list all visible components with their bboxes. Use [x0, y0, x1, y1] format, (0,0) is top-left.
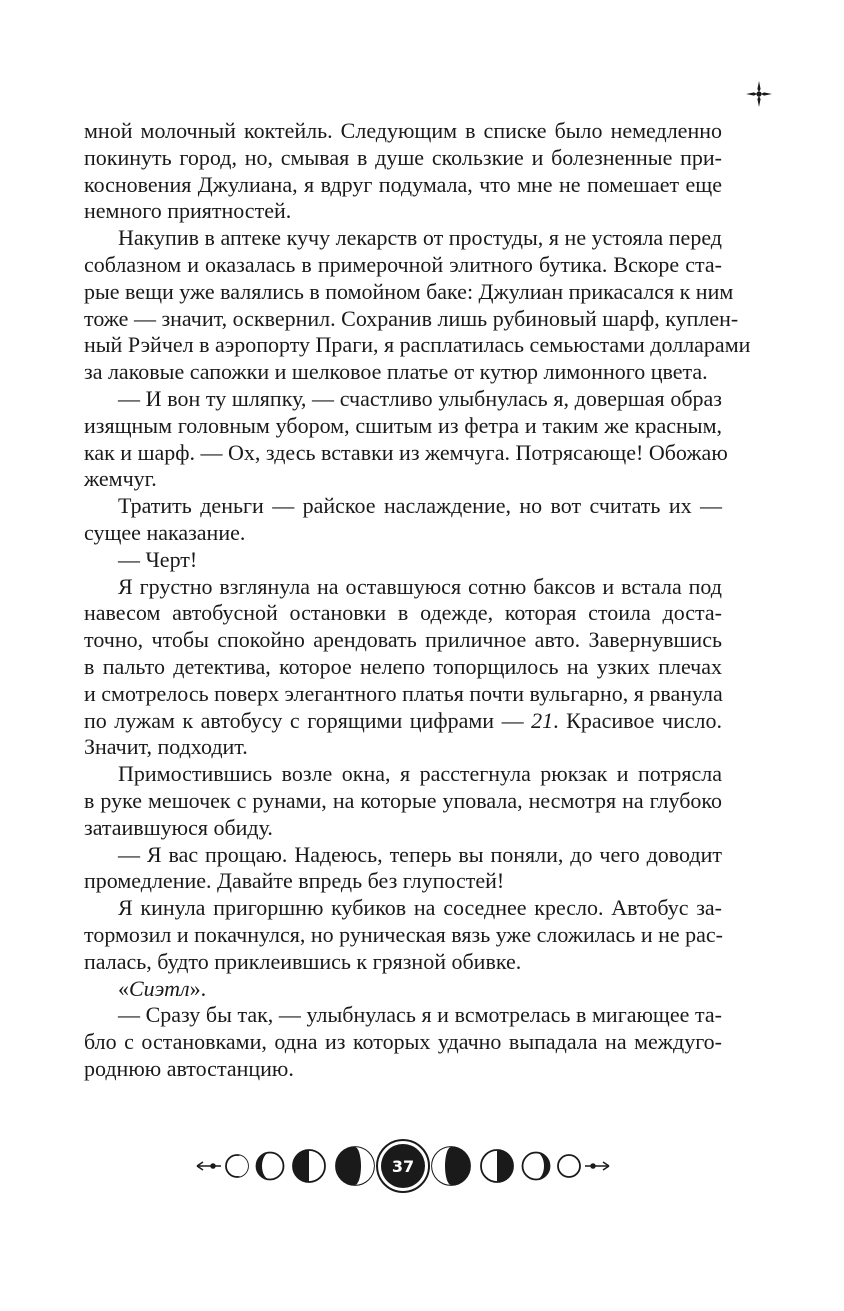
text-line: — Черт!	[118, 546, 198, 572]
text-line: — Сразу бы так, — улыбнулась я и всмотрелась в мигающее та-	[118, 1002, 722, 1028]
text-line: Я кинула пригоршню кубиков на соседнее кресло. Автобус за-	[118, 895, 722, 921]
text-line: Значит, подходит.	[84, 734, 248, 760]
text-line: промедление. Давайте впредь без глупостей!	[84, 868, 505, 894]
text-line: точно, чтобы спокойно арендовать приличное авто. Завернувшись	[84, 627, 722, 653]
text-line: «Сиэтл».	[118, 975, 207, 1001]
text-line: роднюю автостанцию.	[84, 1055, 294, 1081]
page-number: 37	[391, 1157, 415, 1176]
paragraph	[84, 118, 722, 225]
text-line: Тратить деньги — райское наслаждение, но вот считать их —	[118, 493, 722, 519]
text-line: Примостившись возле окна, я расстегнула рюкзак и потрясла	[118, 761, 722, 787]
text-line: затаившуюся обиду.	[84, 814, 273, 840]
text-line: — И вон ту шляпку, — счастливо улыбнулась я, довершая образ	[118, 385, 722, 411]
text-line: соблазном и оказалась в примерочной элитного бутика. Вскоре ста-	[84, 251, 722, 277]
paragraph	[84, 895, 722, 975]
paragraph	[84, 976, 722, 1003]
page-body-text	[84, 118, 751, 1083]
paragraph	[84, 574, 722, 762]
text-line: — Я вас прощаю. Надеюсь, теперь вы поняли, до чего доводит	[118, 841, 722, 867]
paragraph	[84, 225, 751, 386]
text-line: палась, будто приклеившись к грязной обивке.	[84, 948, 522, 974]
text-line: за лаковые сапожки и шелковое платье от кутюр лимонного цвета.	[84, 359, 708, 385]
paragraph	[84, 761, 722, 841]
text-line: мной молочный коктейль. Следующим в списке было немедленно	[84, 118, 722, 143]
paragraph	[84, 1002, 722, 1082]
text-line: навесом автобусной остановки в одежде, которая стоила доста-	[84, 600, 722, 626]
text-line: тоже — значит, осквернил. Сохранив лишь рубиновый шарф, куплен-	[84, 305, 739, 331]
text-line: бло с остановками, одна из которых удачно выпадала на междуго-	[84, 1029, 722, 1055]
text-line: ный Рэйчел в аэропорту Праги, я расплатилась семьюстами долларами	[84, 332, 751, 358]
text-line: покинуть город, но, смывая в душе скользкие и болезненные при-	[84, 144, 722, 170]
paragraph	[84, 385, 728, 493]
paragraph	[84, 842, 722, 896]
moon-phases-ornament-icon	[195, 1133, 611, 1199]
paragraph	[84, 493, 722, 547]
paragraph	[84, 547, 722, 574]
text-line: косновения Джулиана, я вдруг подумала, что мне не помешает еще	[84, 171, 722, 197]
text-line: немного приятностей.	[84, 198, 292, 224]
text-line: тормозил и покачнулся, но руническая вязь уже сложилась и не рас-	[84, 921, 723, 947]
text-line: Накупив в аптеке кучу лекарств от простуды, я не устояла перед	[118, 225, 722, 251]
text-line: сущее наказание.	[84, 519, 246, 545]
text-line: в руке мешочек с рунами, на которые уповала, несмотря на глубоко	[84, 787, 722, 813]
text-line: изящным головным убором, сшитым из фетра и таким же красным,	[84, 412, 722, 438]
text-line: и смотрелось поверх элегантного платья почти вульгарно, я рванула	[84, 680, 723, 706]
text-line: по лужам к автобусу с горящими цифрами — 21. Красивое число.	[84, 707, 723, 733]
text-line: Я грустно взглянула на оставшуюся сотню баксов и встала под	[118, 573, 722, 599]
text-line: в пальто детектива, которое нелепо топорщилось на узких плечах	[84, 653, 722, 679]
cross-ornament-icon	[745, 80, 773, 108]
text-line: рые вещи уже валялись в помойном баке: Джулиан прикасался к ним	[84, 278, 734, 304]
text-line: как и шарф. — Ох, здесь вставки из жемчуга. Потрясающе! Обожаю	[84, 439, 728, 465]
text-line: жемчуг.	[84, 466, 157, 492]
